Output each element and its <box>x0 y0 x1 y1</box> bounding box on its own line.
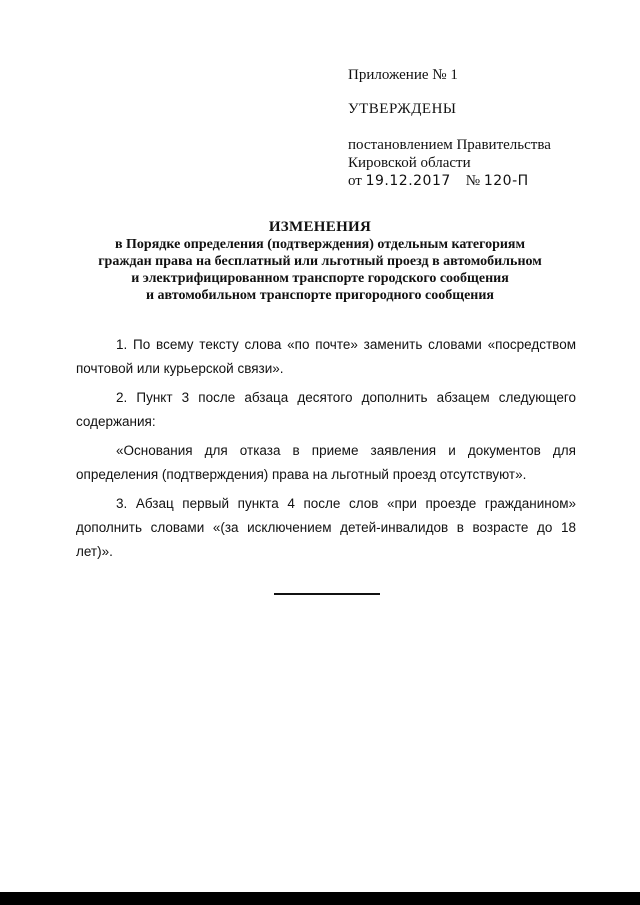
handwritten-number: 120-П <box>483 173 529 189</box>
paragraph-4: 3. Абзац первый пункта 4 после слов «при проезде гражданином» дополнить словами «(за исключением детей-инвалидов в возрасте до 18 лет)». <box>76 496 576 559</box>
paragraph-2: 2. Пункт 3 после абзаца десятого дополнить абзацем следующего содержания: <box>76 390 576 429</box>
approval-date-line <box>348 172 608 190</box>
annex-label: Приложение № 1 <box>348 67 458 83</box>
paragraph-3: «Основания для отказа в приеме заявления и документов для определения (подтверждения) права на льготный проезд отсутствуют». <box>76 443 576 482</box>
approved-label: УТВЕРЖДЕНЫ <box>348 101 457 117</box>
handwritten-date: 19.12.2017 <box>365 173 451 189</box>
document-subtitle-line-3: и электрифицированном транспорте городского сообщения <box>131 271 509 286</box>
date-prefix: от <box>348 173 362 189</box>
approval-authority-line: постановлением Правительства <box>348 137 551 153</box>
document-title: ИЗМЕНЕНИЯ <box>268 219 372 235</box>
document-subtitle-line-4: и автомобильном транспорте пригородного сообщения <box>145 288 494 303</box>
document-subtitle-line-1: в Порядке определения (подтверждения) отдельным категориям <box>114 237 526 252</box>
document-body <box>76 333 576 569</box>
paragraph-1: 1. По всему тексту слова «по почте» заменить словами «посредством почтовой или курьерской связи». <box>76 337 576 376</box>
document-subtitle-line-2: граждан права на бесплатный или льготный проезд в автомобильном <box>98 254 542 269</box>
end-divider-line <box>274 593 380 595</box>
scan-bottom-edge <box>0 892 640 905</box>
approval-region-line: Кировской области <box>348 155 471 171</box>
number-prefix: № <box>465 173 481 189</box>
document-title-block <box>40 219 600 304</box>
approval-block <box>348 66 608 190</box>
